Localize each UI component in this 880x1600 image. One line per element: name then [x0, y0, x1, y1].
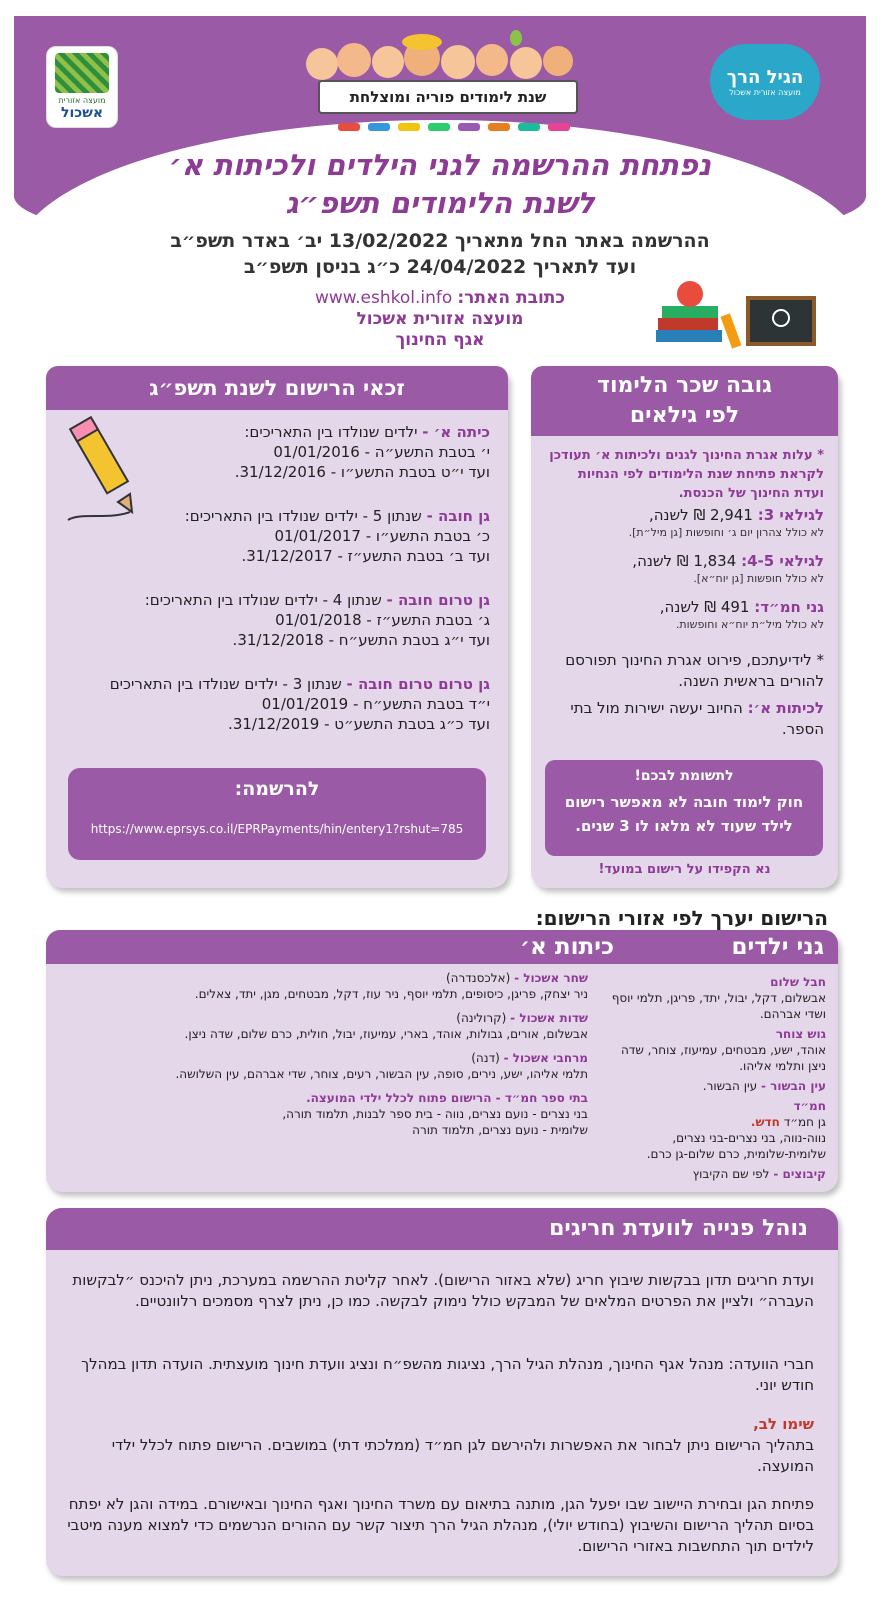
registration-title: להרשמה:	[234, 778, 320, 800]
elig-to: ועד ב׳ בטבת התשע״ז - 31/12/2017.	[241, 547, 490, 565]
elig-label: כיתה א׳ -	[422, 423, 490, 441]
elig-pre-pre-mandatory	[70, 674, 490, 734]
fee-value: 491 ₪ לשנה,	[659, 598, 750, 616]
fees-title-line-1: גובה שכר הלימוד	[597, 373, 772, 398]
tab-first-grade: כיתות א׳	[46, 930, 628, 964]
elig-label: גן חובה -	[426, 507, 490, 525]
school-contact: (אלכסנדרה)	[445, 971, 511, 985]
registration-link[interactable]: https://www.eprsys.co.il/EPRPayments/hin/entery1?rshut=785	[90, 822, 464, 836]
grade1-text: החיוב יעשה ישירות מול בתי הספר.	[570, 699, 824, 738]
elig-pre-mandatory	[70, 590, 490, 650]
hamad-kg-label: גן חמ״ד	[783, 1115, 826, 1129]
kindergarten-regions	[606, 970, 826, 1182]
region-heading: חבל שלום	[770, 975, 826, 989]
fee-ages-3	[544, 506, 824, 542]
hurry-note: נא הקפידו על רישום במועד!	[598, 862, 771, 877]
grade1-label: לכיתות א׳:	[747, 699, 824, 717]
elig-from: י׳ בטבת התשע״ה - 01/01/2016	[273, 443, 490, 461]
headline-line-1: נפתחת ההרשמה לגני הילדים ולכיתות א׳	[168, 148, 712, 182]
committee-para-1: ועדת חריגים תדון בבקשות שיבוץ חריג (שלא באזור הרישום). לאחר קליטת ההרשמה במערכת, ניתן להיכנס ״לבקשות העברה״ ולציין את הפרטים המלאים של המבקש כולל נימוק לבקשה. כמו כן, ניתן לצרף מסמכים רלוונטיים.	[72, 1271, 814, 1310]
committee-panel	[46, 1208, 838, 1576]
region-heading: גוש צוחר	[775, 1027, 826, 1041]
school-heading: שדות אשכול -	[510, 1011, 588, 1025]
crayons-icon	[338, 120, 578, 134]
regions-panel	[46, 930, 838, 1192]
elig-from: י״ד בטבת התשע״ח - 01/01/2019	[261, 695, 490, 713]
regions-heading: הרישום יערך לפי אזורי הרישום:	[535, 906, 828, 930]
logo-right-name: הגיל הרך	[726, 67, 804, 88]
school-heading: שחר אשכול -	[514, 971, 588, 985]
early-childhood-logo	[710, 44, 820, 120]
fee-note: לא כולל מיל״ת יוח״א וחופשות.	[675, 618, 824, 631]
attention-text: חוק לימוד חובה לא מאפשר רישום לילד שעוד לא מלאו לו 3 שנים.	[564, 793, 804, 835]
elig-to: ועד כ״ג בטבת התשע״ט - 31/12/2019.	[228, 715, 490, 733]
school-list: אבשלום, אורים, גבולות, אוהד, בארי, עמיעוז, יבול, חולית, כרם שלום, שדה ניצן.	[184, 1027, 588, 1041]
org-name: מועצה אזורית אשכול	[356, 309, 524, 329]
books-apple-icon	[650, 274, 830, 358]
eshkol-logo	[46, 46, 118, 128]
logo-right-sub: מועצה אזורית אשכול	[729, 88, 801, 97]
region-heading: חמ״ד	[793, 1099, 826, 1113]
eligibility-panel	[46, 366, 508, 888]
region-list: נווה-נווה, בני נצרים-בני נצרים, שלומית-שלומית, כרם שלום-גן כרם.	[646, 1131, 826, 1161]
website-block	[230, 287, 650, 351]
elig-from: כ׳ בטבת התשע״ו - 01/01/2017	[274, 527, 490, 545]
school-list: ניר יצחק, פריגן, כיסופים, תלמי יוסף, ניר עוז, דקל, מבטחים, מגן, יתד, צאלים.	[194, 987, 588, 1001]
dates-line-2: ועד לתאריך 24/04/2022 כ״ג בניסן תשפ״ב	[243, 256, 637, 278]
fee-value: 1,834 ₪ לשנה,	[632, 552, 737, 570]
elig-text: שנתון 5 - ילדים שנולדו בין התאריכים:	[184, 507, 422, 525]
school-list: תלמי אליהו, ישע, נירים, סופה, עין הבשור, רעים, צוחר, שדי אברהם, עין השלושה.	[175, 1067, 588, 1081]
fee-label: לגילאי 3:	[757, 506, 824, 524]
fees-title	[531, 366, 838, 436]
school-contact: (דנה)	[471, 1051, 500, 1065]
motto-banner: שנת לימודים פוריה ומוצלחת	[318, 80, 578, 114]
warning-text: בתהליך הרישום ניתן לבחור את האפשרות ולהירשם לגן חמ״ד (ממלכתי דתי) במושבים. הרישום פתוח לכלל ילדי המועצה.	[111, 1436, 814, 1475]
logo-sub: מועצה אזורית	[58, 96, 106, 105]
region-list: לפי שם הקיבוץ	[692, 1167, 770, 1181]
page-headline	[60, 146, 820, 222]
fee-ages-4-5	[544, 552, 824, 588]
school-heading: מרחבי אשכול -	[503, 1051, 588, 1065]
fee-value: 2,941 ₪ לשנה,	[648, 506, 753, 524]
fee-note: לא כולל חופשות [גן יוח״א].	[693, 572, 824, 585]
fee-note: לא כולל צהרון יום ג׳ וחופשות [גן מיל״ת].	[628, 526, 824, 539]
fees-info-2	[544, 698, 824, 740]
headline-line-2: לשנת הלימודים תשפ״ג	[285, 186, 595, 220]
school-contact: (קרולינה)	[456, 1011, 507, 1025]
elig-to: ועד י״ג בטבת התשע״ח - 31/12/2018.	[232, 631, 490, 649]
new-badge: חדש.	[750, 1115, 780, 1129]
elig-grade-1	[70, 422, 490, 482]
elig-label: גן טרום טרום חובה -	[346, 675, 490, 693]
dept-name: אגף החינוך	[395, 330, 485, 350]
committee-title: נוהל פנייה לוועדת חריגים	[46, 1208, 838, 1250]
elig-to: ועד י״ט בטבת התשע״ו - 31/12/2016.	[234, 463, 490, 481]
dates-line-1: ההרשמה באתר החל מתאריך 13/02/2022 יב׳ באדר תשפ״ב	[170, 230, 710, 252]
field-stripes-icon	[55, 53, 109, 93]
region-list: אוהד, ישע, מבטחים, עמיעוז, צוחר, שדה ניצן ותלמי אליהו.	[620, 1043, 826, 1073]
site-label: כתובת האתר:	[457, 288, 566, 308]
fee-hamad	[544, 598, 824, 634]
elig-text: שנתון 4 - ילדים שנולדו בין התאריכים:	[144, 591, 382, 609]
school-list: בני נצרים - נועם נצרים, נווה - בית ספר לבנות, תלמוד תורה, שלומית - נועם נצרים, תלמוד תורה	[282, 1107, 588, 1137]
region-heading: קיבוצים -	[773, 1167, 826, 1181]
region-list: אבשלום, דקל, יבול, יתד, פריגן, תלמי יוסף ושדי אברהם.	[611, 991, 826, 1021]
registration-box	[68, 768, 486, 860]
tab-kindergartens: גני ילדים	[628, 930, 838, 964]
elig-kg-mandatory	[70, 506, 490, 566]
attention-title: לתשומת לבכם!	[634, 768, 734, 784]
fee-label: לגילאי 4-5:	[741, 552, 824, 570]
committee-para-3	[64, 1414, 814, 1477]
fees-info-1: * לידיעתכם, פירוט אגרת החינוך תפורסם להורים בראשית השנה.	[565, 651, 824, 690]
committee-para-4: פתיחת הגן ובחירת היישוב שבו יפעל הגן, מותנה בתיאום עם משרד החינוך ואגף החינוך ובאישורם. במידה והגן לא יפתח בסיום תהליך הרישום והשיבוץ (בחודש יולי), מנהלת הגיל הרך תיצור קשר עם ההורים הנרשמים כדי למצוא מענה מיטבי לילדים תוך התחשבות באזורי הרישום.	[67, 1495, 814, 1555]
elig-text: שנתון 3 - ילדים שנולדו בין התאריכים	[109, 675, 342, 693]
fees-panel	[531, 366, 838, 888]
attention-box	[545, 760, 823, 856]
region-list: עין הבשור.	[702, 1079, 758, 1093]
site-url[interactable]: www.eshkol.info	[314, 288, 453, 308]
school-heading: בתי ספר חמ״ד - הרישום פתוח לכלל ילדי המועצה.	[306, 1091, 588, 1105]
registration-dates	[60, 228, 820, 280]
kids-illustration-icon	[302, 30, 576, 86]
logo-name: אשכול	[61, 105, 104, 121]
first-grade-regions	[58, 970, 588, 1138]
elig-label: גן טרום חובה -	[386, 591, 490, 609]
committee-para-2: חברי הוועדה: מנהל אגף החינוך, מנהלת הגיל הרך, נציגות מהשפ״ח ונציג וועדת חינוך מועצתית. הועדה תדון במהלך חודש יוני.	[81, 1355, 814, 1394]
eligibility-title: זכאי הרישום לשנת תשפ״ג	[46, 366, 508, 410]
elig-from: ג׳ בטבת התשע״ז - 01/01/2018	[275, 611, 490, 629]
warning-label: שימו לב,	[753, 1415, 814, 1433]
elig-text: ילדים שנולדו בין התאריכים:	[244, 423, 418, 441]
region-heading: עין הבשור -	[761, 1079, 826, 1093]
fees-title-line-2: לפי גילאים	[629, 403, 740, 428]
fees-note: * עלות אגרת החינוך לגנים ולכיתות א׳ תעודכן לקראת פתיחת שנת הלימודים לפי הנחיות ועדת החינוך של הכנסת.	[549, 448, 824, 501]
fee-label: גני חמ״ד:	[754, 598, 824, 616]
